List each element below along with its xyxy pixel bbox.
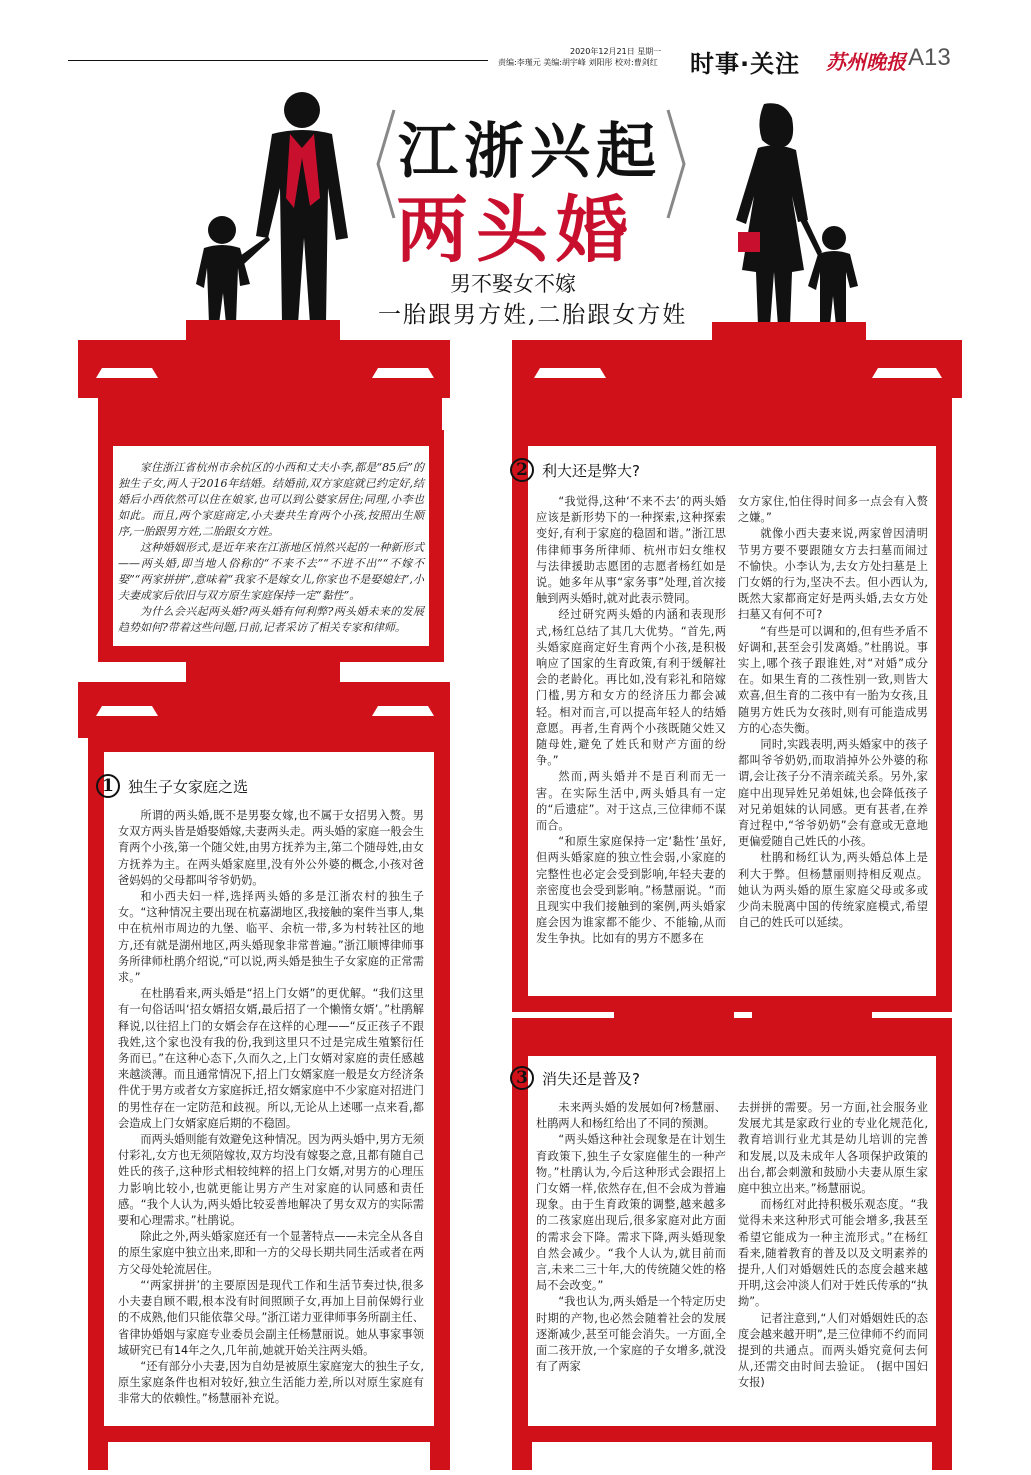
section1-paragraph: 除此之外,两头婚家庭还有一个显著特点——未完全从各自的原生家庭中独立出来,即和一方的父母长期共同生活或者在两方父母处轮流居住。 xyxy=(118,1230,424,1276)
section3-paragraph: “我也认为,两头婚是一个特定历史时期的产物,也必然会随着社会的发展逐渐减少,甚至可能会消失。一方面,全面二孩开放,一个家庭的子女增多,就没有了两家 xyxy=(536,1295,726,1374)
intro-text xyxy=(118,460,424,636)
section2-number: 2 xyxy=(510,458,534,482)
section2-paragraph: 女方家住,怕住得时间多一点会有入赘之嫌。” xyxy=(738,495,928,525)
section2-header xyxy=(510,458,640,482)
family-silhouette-right-icon xyxy=(712,100,872,330)
section2-paragraph: “有些是可以调和的,但有些矛盾不好调和,甚至会引发离婚。”杜鹃说。事实上,哪个孩子跟谁姓,对“对婚”成分在。如果生育的二孩性别一致,则皆大欢喜,但生育的二孩中有一胎为女孩,且随男方姓氏为女孩时,则有可能造成男方的心态失衡。 xyxy=(738,624,928,735)
section3-text-right xyxy=(738,1100,928,1392)
intro-paragraph: 这种婚姻形式,是近年来在江浙地区悄然兴起的一种新形式——两头婚,即当地人俗称的“不来不去”“不进不出”“不嫁不娶”“两家拼拼”,意味着“我家不是嫁女儿,你家也不是娶媳妇”,小夫妻成家后依旧与双方原生家庭保持一定“黏性”。 xyxy=(118,541,424,602)
subheadline-1: 男不娶女不嫁 xyxy=(450,272,576,296)
section1-foot-left xyxy=(88,1430,108,1470)
section-name: 时事·关注 xyxy=(690,50,801,78)
section1-paragraph: “还有部分小夫妻,因为自幼是被原生家庭宠大的独生子女,原生家庭条件也相对较好,独立生活能力差,所以对原生家庭有非常大的依赖性。”杨慧丽补充说。 xyxy=(118,1359,424,1406)
headline-line2: 两头婚 xyxy=(396,188,637,272)
section1-foot-right xyxy=(430,1430,450,1470)
frame-bar-right-cuts xyxy=(506,338,968,404)
section3-bar xyxy=(512,1018,952,1046)
section3-foot-left xyxy=(512,1430,532,1470)
section1-number: 1 xyxy=(96,774,120,798)
brand-logo: 苏州晚报 xyxy=(826,50,906,74)
section1-header xyxy=(96,774,248,798)
section3-text-left xyxy=(536,1100,726,1375)
section2-title: 利大还是弊大? xyxy=(542,461,640,480)
section1-paragraph: 所谓的两头婚,既不是男娶女嫁,也不属于女招男入赘。男女双方两头皆是婚娶婚嫁,夫妻两头走。两头婚的家庭一般会生育两个小孩,第一个随父姓,由男方抚养为主,第二个随母姓,由女方抚养为主。在两头婚家庭里,没有外公外婆的概念,小孩对爸爸妈妈的父母都叫爷爷奶奶。 xyxy=(118,809,424,887)
section1-paragraph: 在杜鹃看来,两头婚是“招上门女婿”的更优解。“我们这里有一句俗话叫‘招女婿招女婿,最后招了一个懒惰女婿’。”杜鹃解释说,以往招上门的女婿会存在这样的心理——“反正孩子不跟我姓,这个家也没有我的份,我到这里只不过是完成生殖繁衍任务而已。”在这种心态下,久而久之,上门女婿对家庭的责任感越来越淡薄。而且通常情况下,招上门女婿家庭一般是女方经济条件优于男方或者女方家庭拆迁,招女婿家庭中不少家庭对招进门的男性存在一定防范和歧视。所以,无论从上述哪一点来看,都会造成上门女婿家庭后期的不稳固。 xyxy=(118,987,424,1130)
section2-paragraph: 杜鹃和杨红认为,两头婚总体上是利大于弊。但杨慧丽则持相反观点。她认为两头婚的原生家庭父母或多或少尚未脱离中国的传统家庭模式,希望自己的姓氏可以延续。 xyxy=(738,851,928,930)
frame-bar-left-mid-cuts xyxy=(72,680,458,740)
section2-paragraph: 经过研究两头婚的内涵和表现形式,杨红总结了其几大优势。“首先,两头婚家庭商定好生育两个小孩,是积极响应了国家的生育政策,有利于缓解社会的老龄化。再比如,没有彩礼和陪嫁门槛,男方和女方的经济压力都会减轻。相对而言,可以提高年轻人的结婚意愿。再者,生育两个小孩既随父姓又随母姓,避免了姓氏和财产方面的纷争。” xyxy=(536,608,726,768)
section1-text xyxy=(118,808,424,1408)
right-bracket-icon xyxy=(666,108,686,220)
section3-paragraph: 未来两头婚的发展如何?杨慧丽、杜鹃两人和杨红给出了不同的预测。 xyxy=(536,1101,726,1131)
section2-paragraph: “我觉得,这种‘不来不去’的两头婚应该是新形势下的一种探索,这种探索变好,有利于家庭的稳固和谐。”浙江思伟律师事务所律师、杭州市妇女维权与法律援助志愿团的志愿者杨红如是说。她多年从事“家务事”处理,首次接触到两头婚时,就对此表示赞同。 xyxy=(536,495,726,606)
header-editors: 责编:李瑾元 美编:胡宇峰 刘阳彤 校对:曹剑红 xyxy=(498,58,658,67)
headline-line1: 江浙兴起 xyxy=(398,117,662,187)
section3-paragraph: “两头婚这种社会现象是在计划生育政策下,独生子女家庭催生的一种产物。”杜鹃认为,今后这种形式会跟招上门女婿一样,依然存在,但不会成为普遍现象。由于生育政策的调整,越来越多的二孩家庭出现后,很多家庭对此方面的需求会下降。需求下降,两头婚现象自然会减少。“我个人认为,就目前而言,未来二三十年,大的传统随父姓的格局不会改变。” xyxy=(536,1133,726,1293)
page-number: A13 xyxy=(908,44,951,71)
header-date: 2020年12月21日 星期一 xyxy=(570,47,662,56)
section3-paragraph: 而杨红对此持积极乐观态度。“我觉得未来这种形式可能会增多,我甚至希望它能成为一种主流形式。”在杨红看来,随着教育的普及以及文明素养的提升,人们对婚姻姓氏的态度会越来越开明,这会冲淡人们对于姓氏传承的“执拗”。 xyxy=(738,1198,928,1309)
header-meta xyxy=(498,46,688,68)
section1-paragraph: 和小西夫妇一样,选择两头婚的多是江浙农村的独生子女。“这种情况主要出现在杭嘉湖地区,我接触的案件当事人,集中在杭州市周边的九堡、临平、余杭一带,多为村转社区的地方,还有就是湖州地区,两头婚现象非常普遍。”浙江顺博律师事务所律师杜鹃介绍说,“可以说,两头婚是独生子女家庭的正常需求。” xyxy=(118,890,424,985)
intro-paragraph: 为什么会兴起两头婚?两头婚有何利弊?两头婚未来的发展趋势如何?带着这些问题,日前,记者采访了相关专家和律师。 xyxy=(118,605,424,634)
section3-foot-right xyxy=(932,1430,952,1470)
section2-paragraph: 就像小西夫妻来说,两家曾因清明节男方要不要跟随女方去扫墓而闹过不愉快。小李认为,去女方处扫墓是上门女婿的行为,坚决不去。但小西认为,既然大家都商定好是两头婚,去女方处扫墓又有何不可? xyxy=(738,527,928,622)
header-rule xyxy=(68,60,488,61)
section3-number: 3 xyxy=(510,1066,534,1090)
section3-header xyxy=(510,1066,640,1090)
section2-text-right xyxy=(738,494,928,931)
subheadline-2: 一胎跟男方姓,二胎跟女方姓 xyxy=(378,302,688,328)
section1-title: 独生子女家庭之选 xyxy=(128,777,249,796)
section1-paragraph: “‘两家拼拼’的主要原因是现代工作和生活节奏过快,很多小夫妻自顾不暇,根本没有时间照顾子女,再加上目前保姆行业的不成熟,他们只能依靠父母。”浙江诺力亚律师事务所副主任、省律协婚姻与家庭专业委员会副主任杨慧丽说。她从事家事领域研究已有14年之久,几年前,她就开始关注两头婚。 xyxy=(118,1278,424,1357)
section3-title: 消失还是普及? xyxy=(542,1069,640,1088)
left-bracket-icon xyxy=(376,108,396,220)
family-silhouette-left-icon xyxy=(190,88,370,328)
section2-text-left xyxy=(536,494,726,948)
section2-paragraph: 同时,实践表明,两头婚家中的孩子都叫爷爷奶奶,而取消掉外公外婆的称谓,会让孩子分不清亲疏关系。另外,家庭中出现异姓兄弟姐妹,也会降低孩子对兄弟姐妹的认同感。更有甚者,在养育过程中,“爷爷奶奶”会有意或无意地更偏爱随自己姓氏的小孩。 xyxy=(738,738,928,849)
section1-paragraph: 而两头婚则能有效避免这种情况。因为两头婚中,男方无须付彩礼,女方也无须陪嫁妆,双方均没有嫁娶之意,且都有随自己姓氏的孩子,这种形式相较纯粹的招上门女婿,对男方的心理压力影响比较小,也就更能让男方产生对家庭的认同感和责任感。“我个人认为,两头婚比较妥善地解决了男女双方的实际需要和心理需求。”杜鹃说。 xyxy=(118,1133,424,1228)
section3-paragraph: 记者注意到,“人们对婚姻姓氏的态度会越来越开明”,是三位律师不约而同提到的共通点。而两头婚究竟何去何从,还需交由时间去验证。 (据中国妇女报) xyxy=(738,1311,928,1390)
section2-paragraph: “和原生家庭保持一定‘黏性’虽好,但两头婚家庭的独立性会弱,小家庭的完整性也必定会受到影响,年轻夫妻的亲密度也会受到影响。”杨慧丽说。“而且现实中我们接触到的案例,两头婚家庭会因为谁家都不能少、不能输,从而发生争执。比如有的男方不愿多在 xyxy=(536,835,726,946)
frame-bar-left-cuts xyxy=(72,338,458,404)
section3-paragraph: 去拼拼的需要。另一方面,社会服务业发展尤其是家政行业的专业化规范化,教育培训行业尤其是幼儿培训的完善和发展,以及未成年人各项保护政策的出台,都会刺激和鼓励小夫妻从原生家庭中独立出来。”杨慧丽说。 xyxy=(738,1101,928,1196)
intro-paragraph: 家住浙江省杭州市余杭区的小西和丈夫小李,都是“85后”的独生子女,两人于2016年结婚。结婚前,双方家庭就已约定好,结婚后小西依然可以住在娘家,也可以到公婆家居住;同理,小李也如此。而且,两个家庭商定,小夫妻共生育两个小孩,按照出生顺序,一胎跟男方姓,二胎跟女方姓。 xyxy=(118,461,424,538)
section2-paragraph: 然而,两头婚并不是百利而无一害。在实际生活中,两头婚具有一定的“后遗症”。对于这点,三位律师不谋而合。 xyxy=(536,770,726,833)
